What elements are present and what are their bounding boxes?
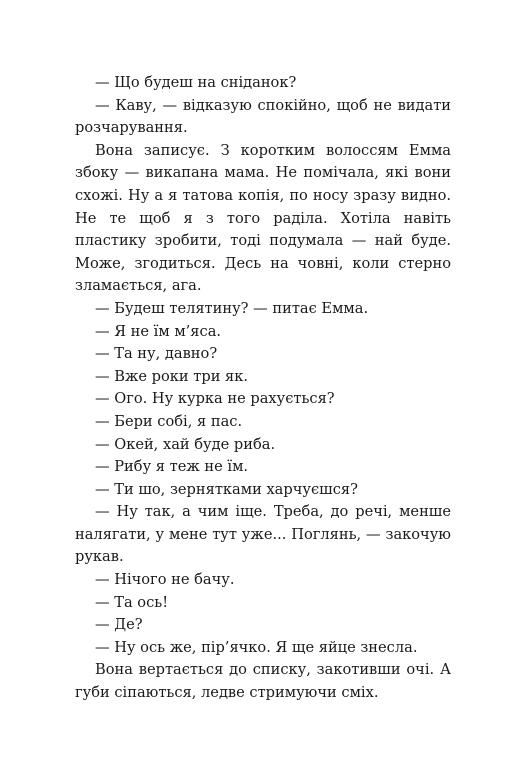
body-text [75, 72, 451, 705]
paragraph: — Каву, — відказую спокійно, щоб не видати розчарування. [75, 96, 451, 137]
paragraph: — Що будеш на сніданок? [95, 74, 297, 91]
paragraph: Вона вертається до списку, закотивши очі. А губи сіпаються, ледве стримуючи сміх. [75, 661, 451, 702]
paragraph: — Рибу я теж не їм. [95, 458, 249, 476]
paragraph: — Окей, хай буде риба. [95, 435, 276, 453]
paragraph: — Будеш телятину? — питає Емма. [95, 299, 369, 317]
paragraph: — Та ось! [95, 593, 169, 611]
paragraph: — Ти шо, зернятками харчуєшся? [95, 480, 358, 498]
paragraph: — Нічого не бачу. [95, 571, 235, 589]
paragraph: — Вже роки три як. [95, 367, 249, 385]
paragraph: — Де? [95, 616, 143, 634]
paragraph: — Я не їм м’яса. [95, 322, 222, 340]
paragraph: — Ну ось же, пір’ячко. Я ще яйце знесла. [95, 638, 418, 656]
paragraph: — Ну так, а чим іще. Треба, до речі, менше налягати, у мене тут уже... Поглянь, — закочую рукав. [75, 503, 451, 566]
paragraph: — Та ну, давно? [95, 345, 218, 363]
paragraph: — Ого. Ну курка не рахується? [95, 390, 335, 408]
paragraph: Вона записує. З коротким волоссям Емма збоку — викапана мама. Не помічала, які вони схожі. Ну а я татова копія, по носу зразу видно. Не те щоб я з того раділа. Хотіла навіть пластику зробити, тоді подумала — най буде. Може, згодиться. Десь на човні, коли стерно зламається, ага. [75, 141, 451, 295]
paragraph: — Бери собі, я пас. [95, 412, 243, 430]
